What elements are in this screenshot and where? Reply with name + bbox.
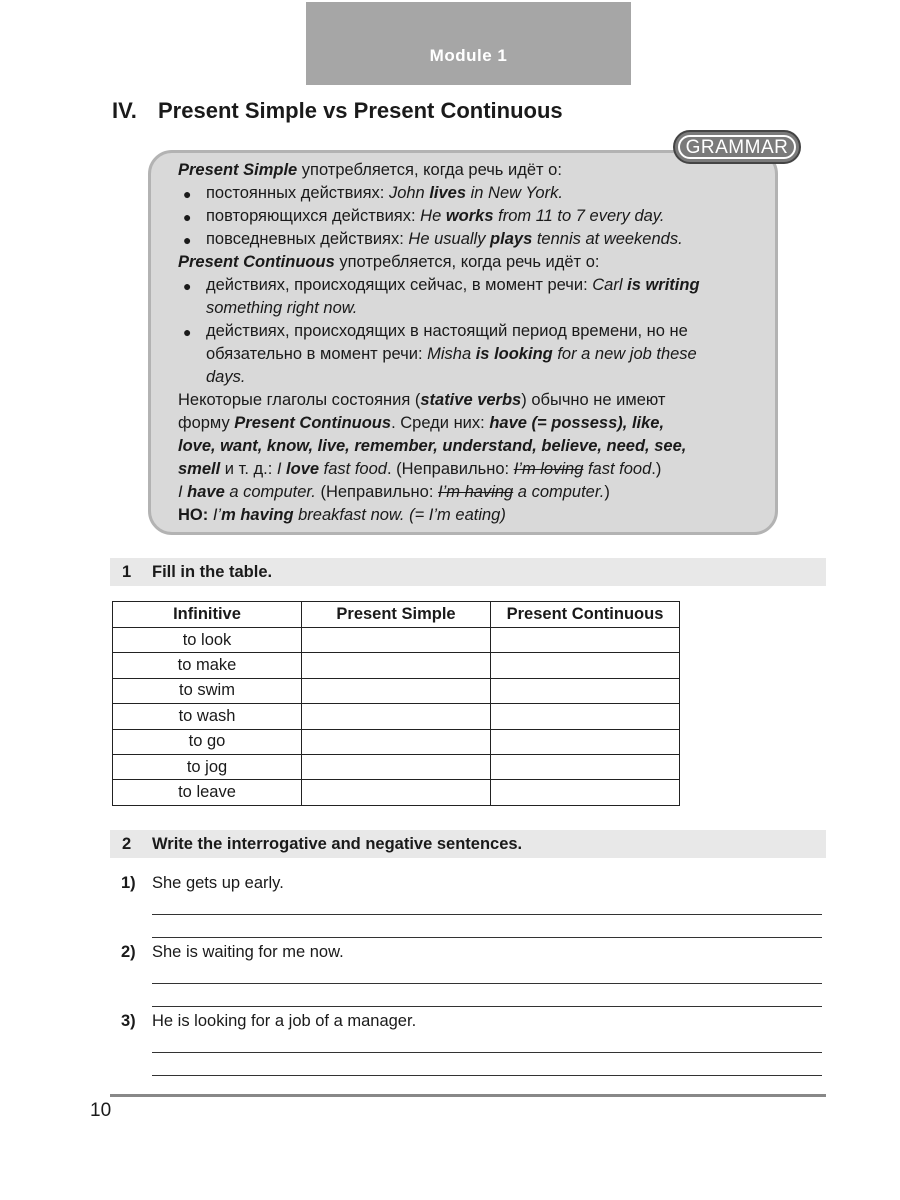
- infinitive-cell: to look: [113, 628, 302, 653]
- answer-line[interactable]: [152, 1006, 822, 1007]
- pc-intro-line: Present Continuous употребляется, когда речь идёт о:: [178, 253, 600, 271]
- pc-bullet-2-line-3: days.: [206, 368, 246, 386]
- answer-line[interactable]: [152, 1075, 822, 1076]
- column-header: Infinitive: [113, 602, 302, 628]
- exercise-number: 1: [122, 563, 132, 581]
- bullet-icon: ●: [183, 324, 192, 340]
- ps-bullet-3: повседневных действиях: He usually plays tennis at weekends.: [206, 230, 683, 248]
- section-title: [112, 98, 563, 124]
- infinitive-cell: to wash: [113, 704, 302, 729]
- page-number: 10: [90, 1100, 112, 1121]
- answer-cell[interactable]: [302, 729, 491, 754]
- table-row: [113, 704, 680, 729]
- stative-line-2: форму Present Continuous. Среди них: have (= possess), like,: [178, 414, 665, 432]
- table-row: [113, 628, 680, 653]
- ps-bullet-1: постоянных действиях: John lives in New York.: [206, 184, 563, 202]
- table-row: [113, 653, 680, 678]
- answer-cell[interactable]: [491, 628, 680, 653]
- infinitive-cell: to make: [113, 653, 302, 678]
- module-header-tab: [306, 2, 631, 85]
- column-header: Present Simple: [302, 602, 491, 628]
- exercise-instruction: Fill in the table.: [152, 563, 273, 581]
- module-label: Module 1: [429, 46, 508, 65]
- stative-line-5: I have a computer. (Неправильно: I’m having a computer.): [178, 483, 610, 501]
- question-number: 1): [121, 874, 136, 892]
- answer-cell[interactable]: [491, 704, 680, 729]
- stative-line-6: НО: I’m having breakfast now. (= I’m eating): [178, 506, 506, 524]
- table-row: [113, 780, 680, 805]
- table-row: [113, 729, 680, 754]
- grammar-badge: [673, 130, 801, 164]
- question-number: 2): [121, 943, 136, 961]
- answer-line[interactable]: [152, 937, 822, 938]
- section-title-text: Present Simple vs Present Continuous: [158, 98, 563, 123]
- bullet-icon: ●: [183, 232, 192, 248]
- answer-cell[interactable]: [491, 653, 680, 678]
- answer-cell[interactable]: [302, 704, 491, 729]
- answer-cell[interactable]: [491, 780, 680, 805]
- footer-divider: [110, 1094, 826, 1097]
- answer-cell[interactable]: [302, 678, 491, 703]
- section-number: IV.: [112, 98, 137, 123]
- answer-cell[interactable]: [302, 653, 491, 678]
- infinitive-cell: to leave: [113, 780, 302, 805]
- answer-line[interactable]: [152, 983, 822, 984]
- pc-bullet-1-line-1: действиях, происходящих сейчас, в момент речи: Carl is writing: [206, 276, 700, 294]
- infinitive-cell: to go: [113, 729, 302, 754]
- verb-forms-table: [112, 601, 680, 806]
- infinitive-cell: to jog: [113, 754, 302, 779]
- table-row: [113, 678, 680, 703]
- table-row: [113, 754, 680, 779]
- pc-bullet-2-line-1: действиях, происходящих в настоящий период времени, но не: [206, 322, 688, 340]
- question-sentence: She gets up early.: [152, 874, 284, 892]
- bullet-icon: ●: [183, 186, 192, 202]
- pc-bullet-2-line-2: обязательно в момент речи: Misha is looking for a new job these: [206, 345, 697, 363]
- answer-cell[interactable]: [302, 628, 491, 653]
- ps-intro-line: Present Simple употребляется, когда речь идёт о:: [178, 161, 562, 179]
- ps-bullet-2: повторяющихся действиях: He works from 11 to 7 every day.: [206, 207, 665, 225]
- stative-line-4: smell и т. д.: I love fast food. (Неправильно: I’m loving fast food.): [178, 460, 662, 478]
- exercise-1-header: [110, 558, 826, 586]
- stative-line-1: Некоторые глаголы состояния (stative verbs) обычно не имеют: [178, 391, 666, 409]
- question-sentence: He is looking for a job of a manager.: [152, 1012, 417, 1030]
- answer-cell[interactable]: [491, 754, 680, 779]
- exercise-instruction: Write the interrogative and negative sentences.: [152, 835, 523, 853]
- answer-cell[interactable]: [491, 729, 680, 754]
- column-header: Present Continuous: [491, 602, 680, 628]
- exercise-number: 2: [122, 835, 132, 853]
- answer-cell[interactable]: [302, 780, 491, 805]
- bullet-icon: ●: [183, 278, 192, 294]
- grammar-badge-label: GRAMMAR: [678, 135, 796, 159]
- exercise-2-header: [110, 830, 826, 858]
- answer-cell[interactable]: [302, 754, 491, 779]
- question-sentence: She is waiting for me now.: [152, 943, 344, 961]
- infinitive-cell: to swim: [113, 678, 302, 703]
- table-header-row: [113, 602, 680, 628]
- stative-line-3: love, want, know, live, remember, understand, believe, need, see,: [178, 437, 687, 455]
- bullet-icon: ●: [183, 209, 192, 225]
- pc-bullet-1-line-2: something right now.: [206, 299, 358, 317]
- answer-line[interactable]: [152, 914, 822, 915]
- answer-cell[interactable]: [491, 678, 680, 703]
- answer-line[interactable]: [152, 1052, 822, 1053]
- question-number: 3): [121, 1012, 136, 1030]
